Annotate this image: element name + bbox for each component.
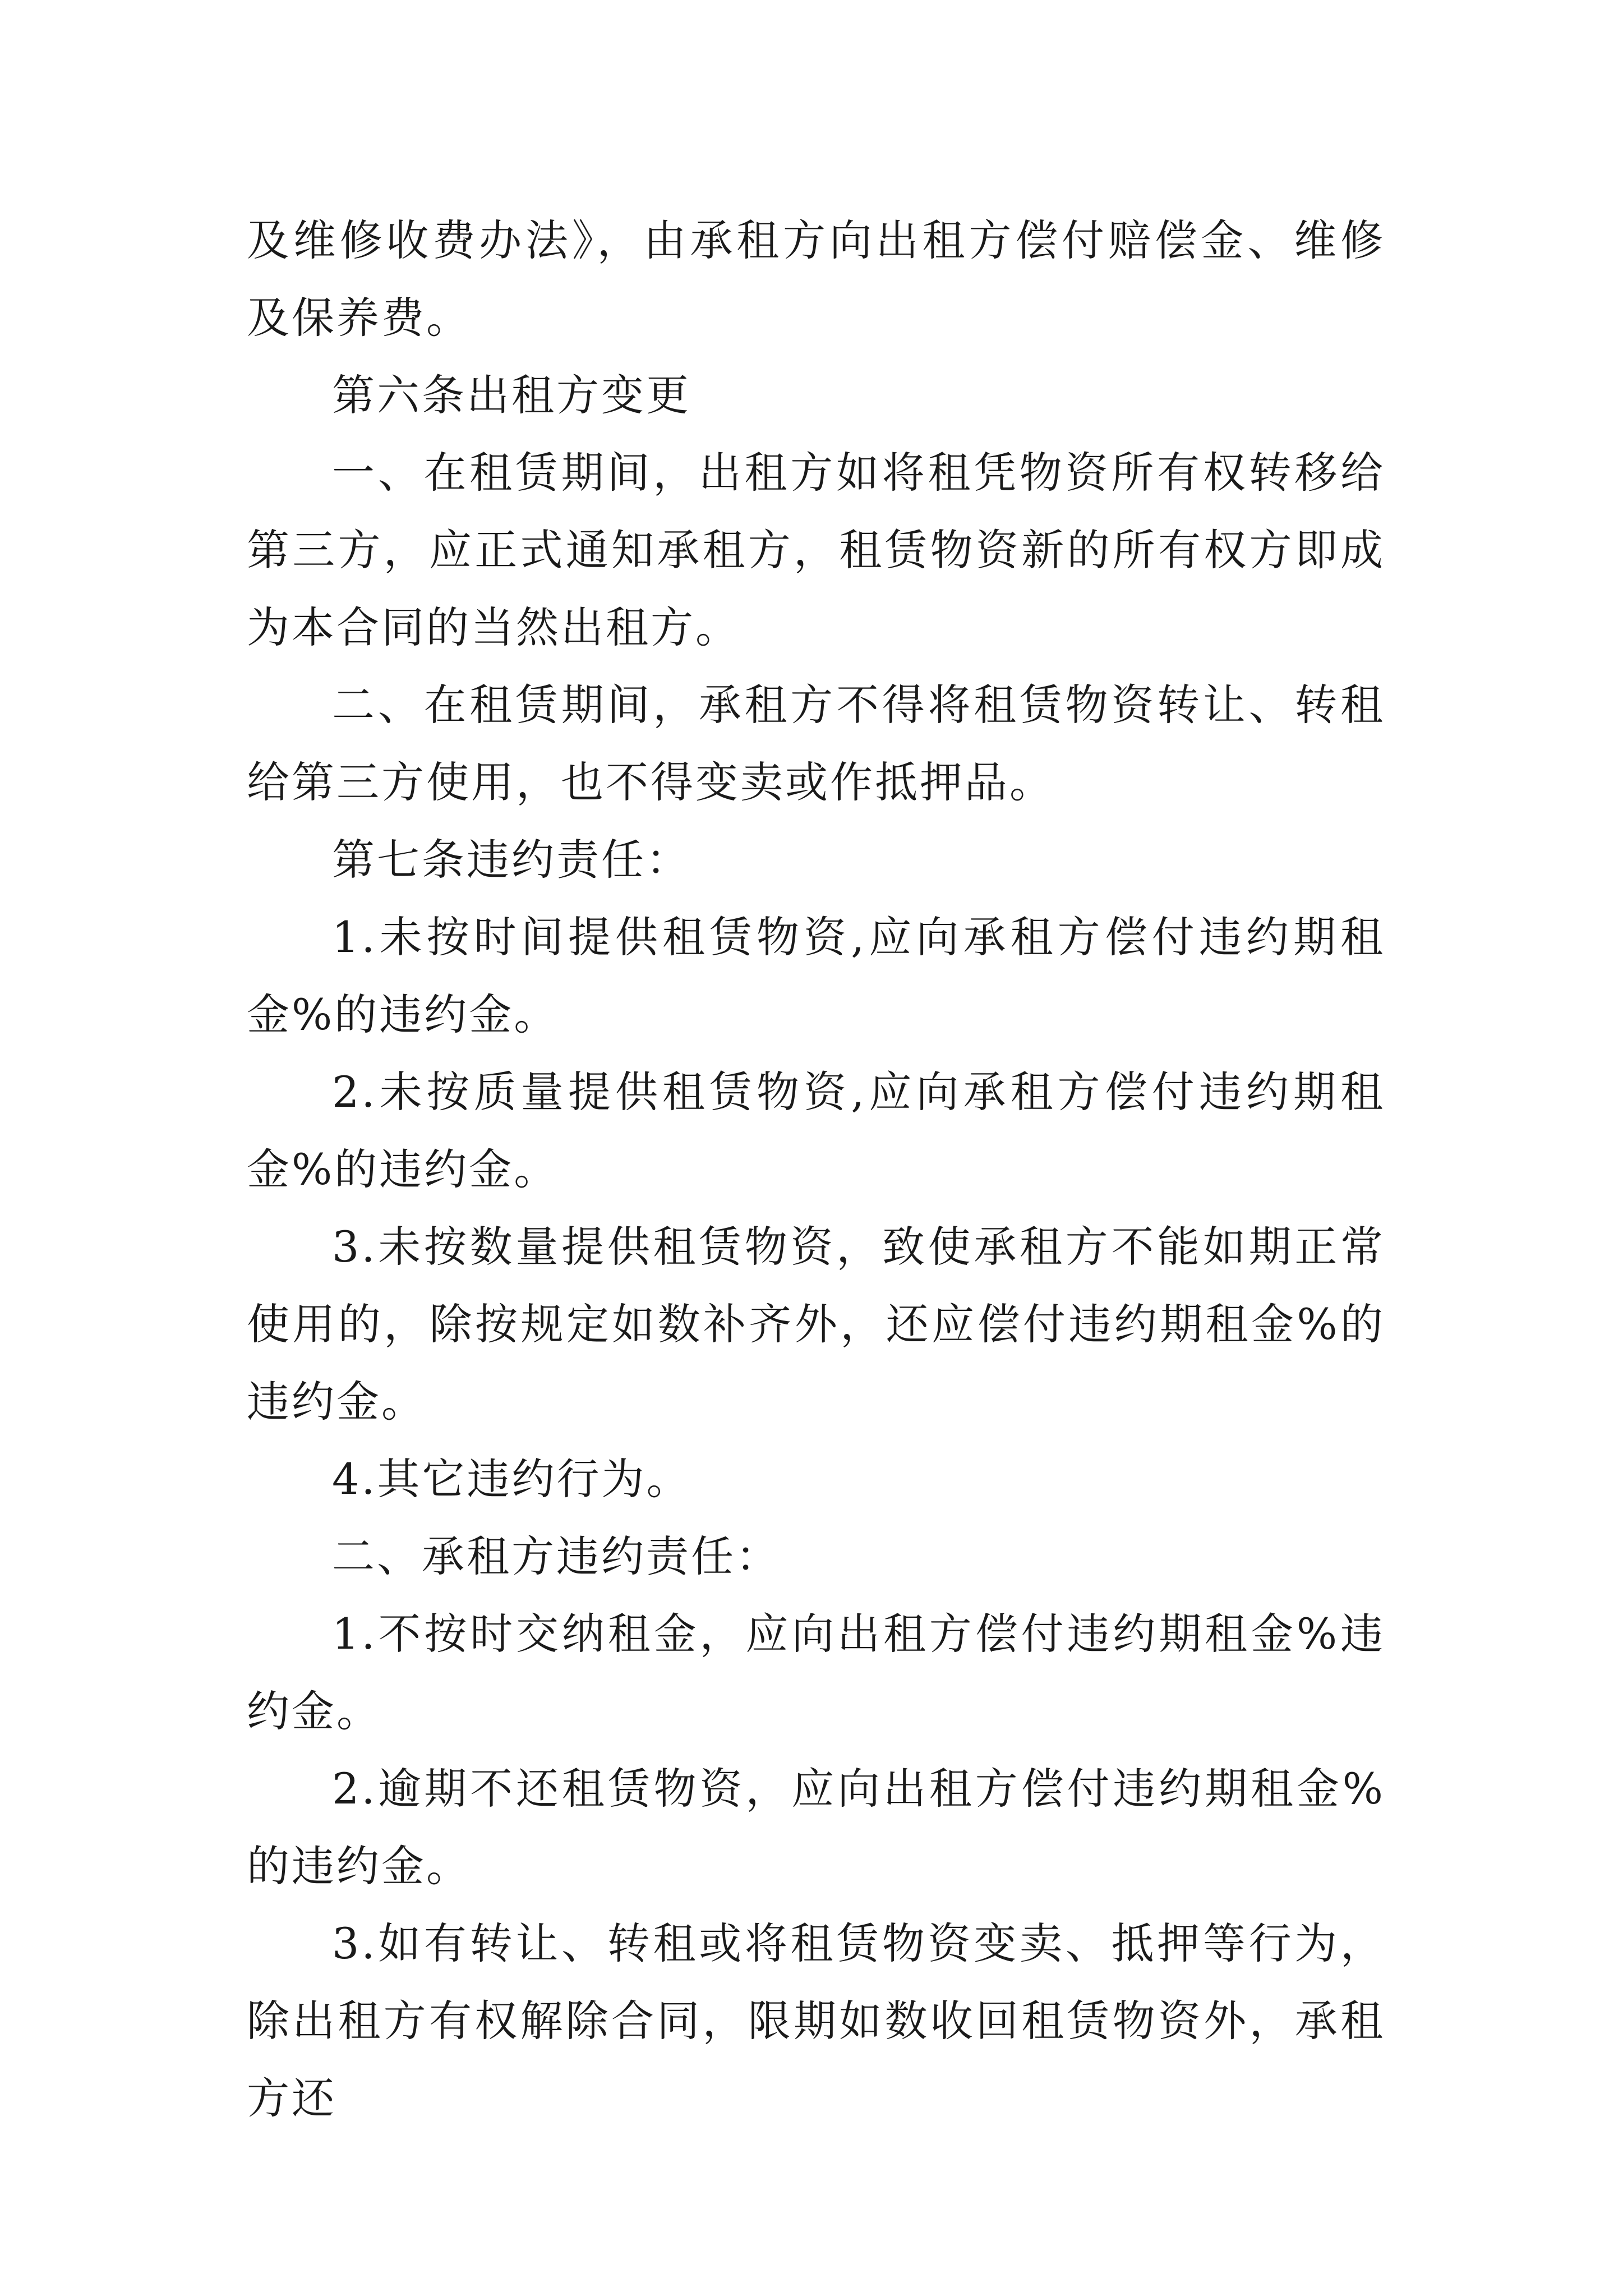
section-heading: 二、承租方违约责任：: [332, 1531, 781, 1581]
list-item: 4.其它违约行为。: [332, 1454, 691, 1504]
document-body: [247, 202, 1385, 2137]
paragraph: 二、在租赁期间，承租方不得将租赁物资转让、转租给第三方使用，也不得变卖或作抵押品。: [247, 680, 1385, 807]
paragraph: 一、在租赁期间，出租方如将租凭物资所有权转移给第三方，应正式通知承租方，租赁物资新的所有权方即成为本合同的当然出租方。: [247, 448, 1385, 652]
section-heading: 第七条违约责任：: [332, 835, 691, 885]
section-heading: 第六条出租方变更: [332, 370, 691, 420]
list-item: 1.不按时交纳租金，应向出租方偿付违约期租金%违约金。: [247, 1609, 1385, 1736]
list-item: 2.未按质量提供租赁物资,应向承租方偿付违约期租金%的违约金。: [247, 1067, 1385, 1194]
paragraph: 及维修收费办法》，由承租方向出租方偿付赔偿金、维修及保养费。: [247, 215, 1385, 343]
list-item: 3.如有转让、转租或将租赁物资变卖、抵押等行为，除出租方有权解除合同，限期如数收回租赁物资外，承租方还: [247, 1918, 1385, 2123]
list-item: 1.未按时间提供租赁物资,应向承租方偿付违约期租金%的违约金。: [247, 912, 1385, 1039]
list-item: 2.逾期不还租赁物资，应向出租方偿付违约期租金%的违约金。: [247, 1764, 1385, 1891]
list-item: 3.未按数量提供租赁物资，致使承租方不能如期正常使用的，除按规定如数补齐外，还应偿付违约期租金%的违约金。: [247, 1222, 1385, 1427]
